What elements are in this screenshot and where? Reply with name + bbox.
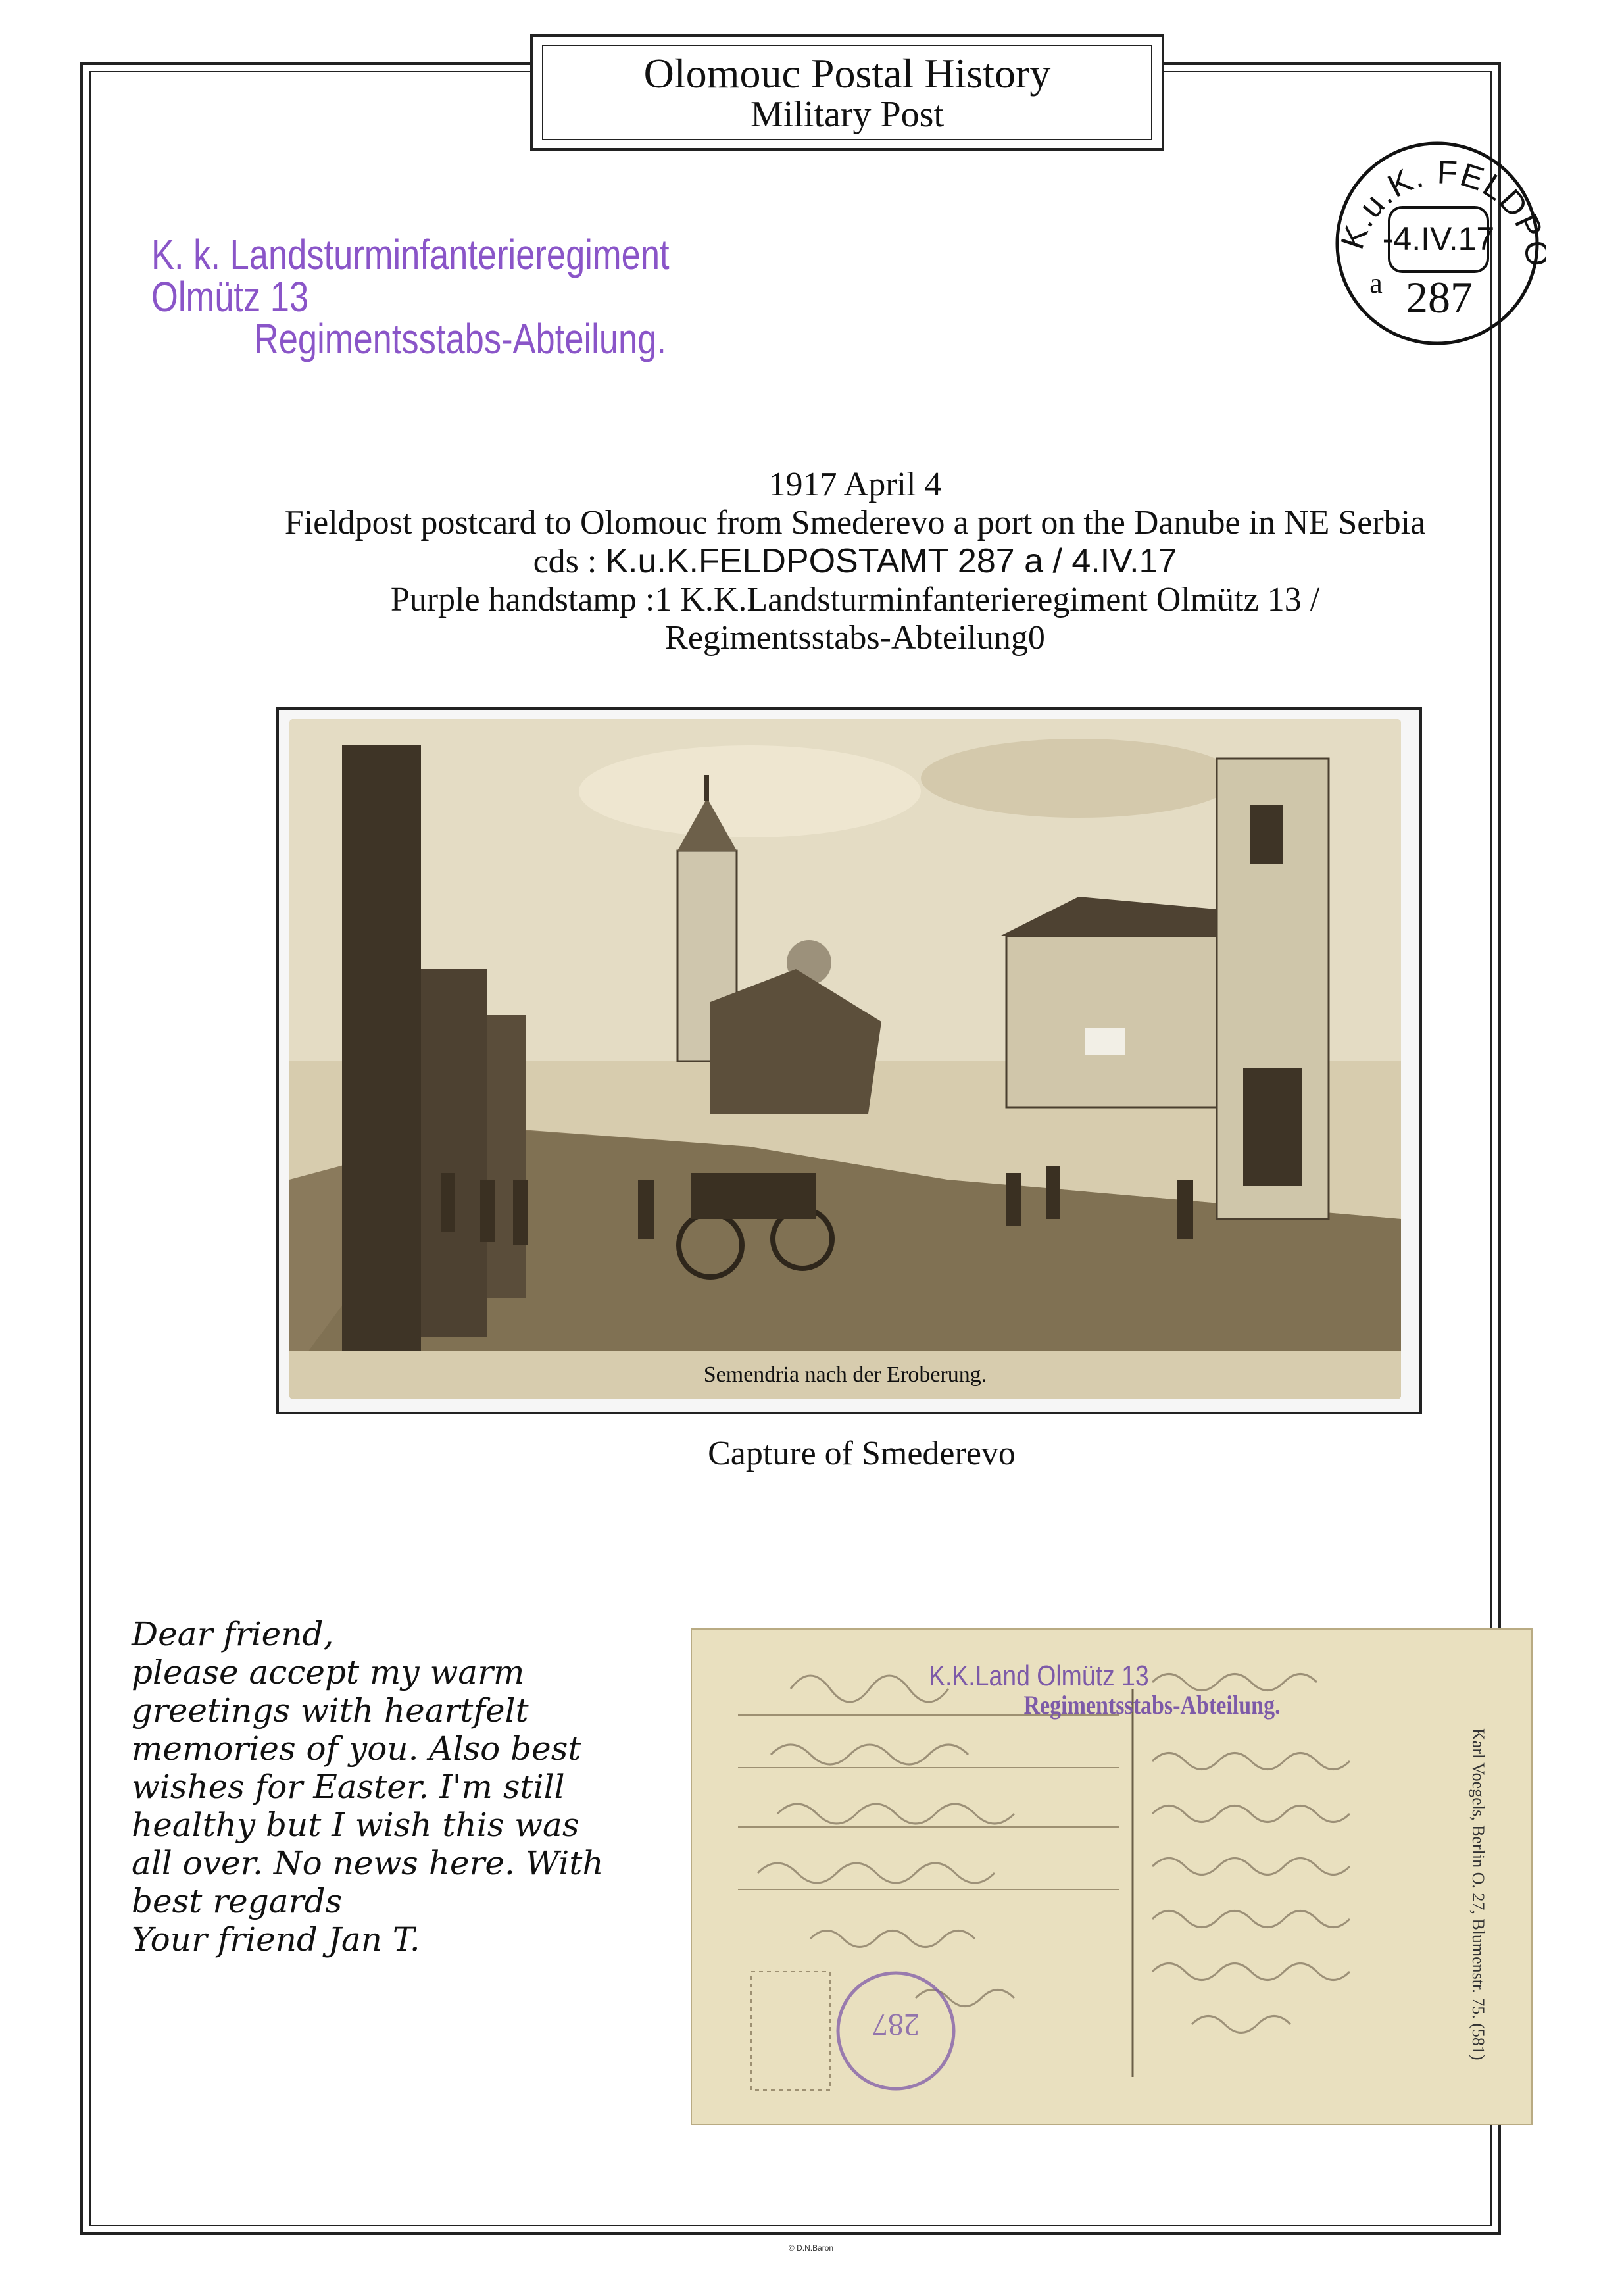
letter-line: greetings with heartfelt — [132, 1691, 529, 1730]
letter-line: wishes for Easter. I'm still — [132, 1768, 565, 1806]
letter-line: best regards — [132, 1882, 343, 1920]
postcard-back-stamp-line2: Regimentsstabs-Abteilung. — [1023, 1690, 1281, 1720]
cds-postmark-svg — [1329, 135, 1546, 352]
postcard-publisher-imprint: Karl Voegels, Berlin O. 27, Blumenstr. 75. (581) — [1469, 1728, 1488, 2060]
description-line4: Purple handstamp :1 K.K.Landsturminfanterieregiment Olmütz 13 / — [390, 581, 1320, 618]
letter-line: Your friend Jan T. — [132, 1920, 420, 1959]
feldpostamt-cds-postmark — [1329, 135, 1546, 352]
letter-translation — [132, 1615, 724, 1959]
cds-ring-text: K.u.K. FELD — [1333, 153, 1536, 254]
page-subtitle: Military Post — [750, 94, 945, 136]
letter-line: Dear friend, — [132, 1615, 334, 1653]
postcard-front-frame — [276, 707, 1422, 1414]
description-date: 1917 April 4 — [768, 466, 942, 503]
street-scene-illustration — [289, 719, 1401, 1399]
description-line3 — [132, 542, 1579, 581]
photo-caption: Capture of Smederevo — [708, 1435, 1016, 1472]
purple-handstamp — [151, 231, 745, 362]
copyright-note: © D.N.Baron — [788, 2243, 834, 2253]
letter-line: all over. No news here. With — [132, 1844, 604, 1882]
letter-line: memories of you. Also best — [132, 1730, 581, 1768]
description-line3-main: K.u.K.FELDPOSTAMT 287 a / 4.IV.17 — [605, 542, 1177, 580]
postcard-front-caption: Semendria nach der Eroberung. — [703, 1362, 987, 1387]
letter-line: please accept my warm — [132, 1653, 525, 1691]
description-line3-prefix: cds : — [533, 543, 606, 580]
title-box — [530, 34, 1164, 151]
postcard-back-cds-number: 287 — [872, 2007, 920, 2042]
page-title: Olomouc Postal History — [643, 50, 1051, 97]
postcard-back — [691, 1628, 1533, 2125]
letter-line: healthy but I wish this was — [132, 1806, 579, 1844]
cds-letter: a — [1369, 267, 1383, 299]
description-line5: Regimentsstabs-Abteilung0 — [665, 619, 1045, 657]
description-line2: Fieldpost postcard to Olomouc from Smederevo a port on the Danube in NE Serbia — [284, 504, 1426, 541]
postcard-back-stamp-line1: K.K.Land Olmütz 13 — [929, 1660, 1149, 1692]
description-block — [132, 466, 1579, 657]
title-box-inner — [542, 45, 1152, 140]
cds-date: -4.IV.17 — [1382, 220, 1495, 257]
cds-number: 287 — [1406, 272, 1473, 322]
handstamp-line1: K. k. Landsturminfanterieregiment Olmütz 13 — [151, 231, 670, 320]
handstamp-line2: Regimentsstabs-Abteilung. — [253, 315, 666, 362]
postcard-back-handstamp — [929, 1661, 1281, 1719]
postcard-front-photo — [289, 719, 1401, 1399]
